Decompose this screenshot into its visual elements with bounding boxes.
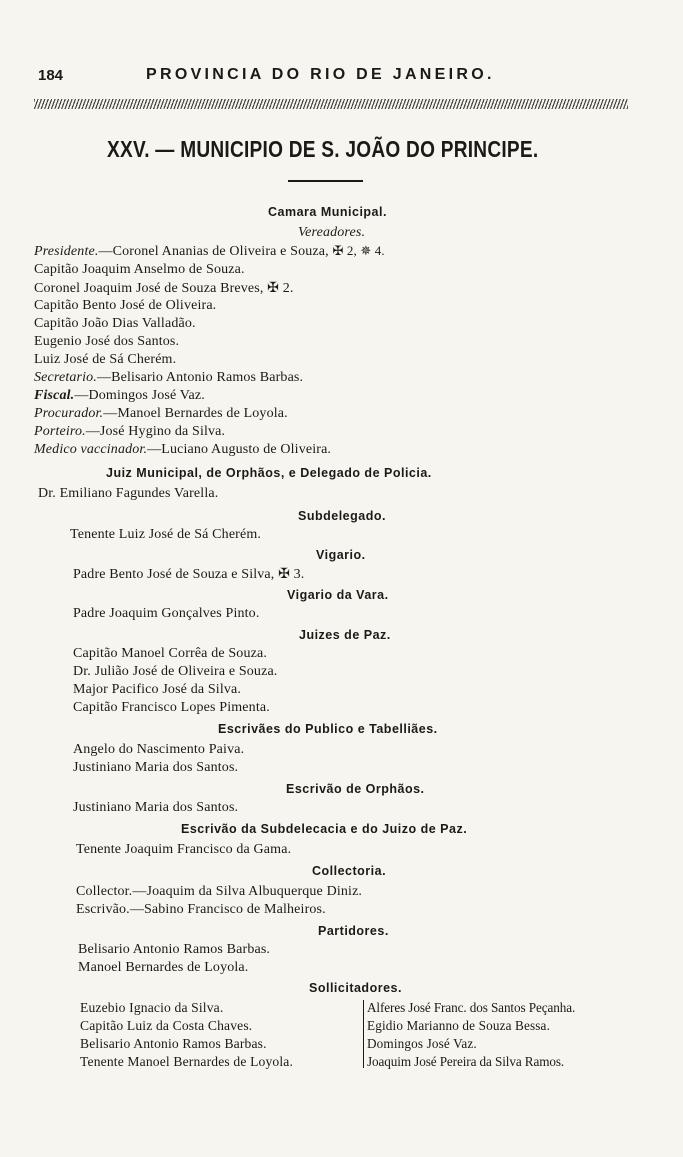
juiz-paz-2: Dr. Julião José de Oliveira e Souza. <box>73 664 278 679</box>
heading-escrivaes: Escrivães do Publico e Tabelliães. <box>218 722 438 736</box>
juiz-name: Dr. Emiliano Fagundes Varella. <box>38 486 219 501</box>
running-title: PROVINCIA DO RIO DE JANEIRO. <box>146 66 495 83</box>
juiz-paz-3: Major Pacifico José da Silva. <box>73 682 242 697</box>
page-number: 184 <box>38 67 64 84</box>
officer-secretario <box>34 370 303 386</box>
officer-label: Medico vaccinador. <box>34 442 148 457</box>
presidente-name: —Coronel Ananias de Oliveira e Souza, <box>98 244 329 259</box>
presidente-line <box>34 243 385 260</box>
officer-porteiro <box>34 424 225 440</box>
juiz-paz-1: Capitão Manoel Corrêa de Souza. <box>73 646 267 661</box>
sollicitador-right-2: Egidio Marianno de Souza Bessa. <box>367 1018 551 1033</box>
heading-escrivao-orphaos: Escrivão de Orphãos. <box>286 782 425 796</box>
vereador-3: Capitão Bento José de Oliveira. <box>34 298 217 313</box>
ornamental-border <box>34 99 628 109</box>
officer-label: Procurador. <box>34 406 104 421</box>
sollicitador-left-1: Euzebio Ignacio da Silva. <box>80 1000 224 1015</box>
sollicitador-right-1: Alferes José Franc. dos Santos Peçanha. <box>367 1000 576 1015</box>
escrivao-subdelegacia-name: Tenente Joaquim Francisco da Gama. <box>76 842 292 857</box>
sollicitador-left-3: Belisario Antonio Ramos Barbas. <box>80 1036 267 1051</box>
officer-name: —Luciano Augusto de Oliveira. <box>147 442 332 457</box>
vereador-5: Eugenio José dos Santos. <box>34 334 180 349</box>
escrivao-orphaos-name: Justiniano Maria dos Santos. <box>73 800 239 815</box>
heading-juiz: Juiz Municipal, de Orphãos, e Delegado de Policia. <box>106 466 432 480</box>
heading-vigario: Vigario. <box>316 548 366 562</box>
vereador-6: Luiz José de Sá Cherém. <box>34 352 177 367</box>
escrivao-1: Angelo do Nascimento Paiva. <box>73 742 245 757</box>
juiz-paz-4: Capitão Francisco Lopes Pimenta. <box>73 700 270 715</box>
sollicitador-right-3: Domingos José Vaz. <box>367 1036 477 1051</box>
heading-escrivao-subdelegacia: Escrivão da Subdelecacia e do Juizo de Paz. <box>181 822 468 836</box>
officer-fiscal <box>34 388 205 404</box>
heading-vigario-vara: Vigario da Vara. <box>287 588 389 602</box>
subdelegado-name: Tenente Luiz José de Sá Cherém. <box>70 527 262 542</box>
escrivao-2: Justiniano Maria dos Santos. <box>73 760 239 775</box>
officer-medico <box>34 442 331 458</box>
heading-partidores: Partidores. <box>318 924 389 938</box>
heading-camara: Camara Municipal. <box>268 205 387 219</box>
sollicitador-right-4: Joaquim José Pereira da Silva Ramos. <box>367 1054 565 1069</box>
sollicitador-left-4: Tenente Manoel Bernardes de Loyola. <box>80 1054 294 1069</box>
officer-label: Fiscal. <box>34 388 75 403</box>
heading-sollicitadores: Sollicitadores. <box>309 981 402 995</box>
officer-name: —José Hygino da Silva. <box>85 424 226 439</box>
vigario-vara-name: Padre Joaquim Gonçalves Pinto. <box>73 606 260 621</box>
officer-name: —Manoel Bernardes de Loyola. <box>103 406 288 421</box>
officer-name: —Belisario Antonio Ramos Barbas. <box>96 370 304 385</box>
presidente-label: Presidente. <box>34 244 99 259</box>
heading-juizes-paz: Juizes de Paz. <box>299 628 391 642</box>
sollicitador-left-2: Capitão Luiz da Costa Chaves. <box>80 1018 253 1033</box>
officer-label: Porteiro. <box>34 424 86 439</box>
partidor-2: Manoel Bernardes de Loyola. <box>78 960 249 975</box>
heading-collectoria: Collectoria. <box>312 864 387 878</box>
title-rule <box>288 180 363 182</box>
heading-subdelegado: Subdelegado. <box>298 509 386 523</box>
vigario-name: Padre Bento José de Souza e Silva, ✠ 3. <box>73 567 305 582</box>
vereador-1: Capitão Joaquim Anselmo de Souza. <box>34 262 245 277</box>
honour-icons: ✠ 2, ✵ 4. <box>332 243 385 258</box>
partidor-1: Belisario Antonio Ramos Barbas. <box>78 942 271 957</box>
collector-line: Collector.—Joaquim da Silva Albuquerque Diniz. <box>76 884 363 899</box>
heading-vereadores: Vereadores. <box>298 225 366 240</box>
column-divider <box>363 1000 364 1068</box>
vereador-2: Coronel Joaquim José de Souza Breves, ✠ 2. <box>34 281 294 296</box>
officer-procurador <box>34 406 288 422</box>
section-title: XXV. — MUNICIPIO DE S. JOÃO DO PRINCIPE. <box>107 136 539 162</box>
collectoria-escrivao-line: Escrivão.—Sabino Francisco de Malheiros. <box>76 902 326 917</box>
officer-name: —Domingos José Vaz. <box>74 388 205 403</box>
officer-label: Secretario. <box>34 370 97 385</box>
vereador-4: Capitão João Dias Valladão. <box>34 316 196 331</box>
